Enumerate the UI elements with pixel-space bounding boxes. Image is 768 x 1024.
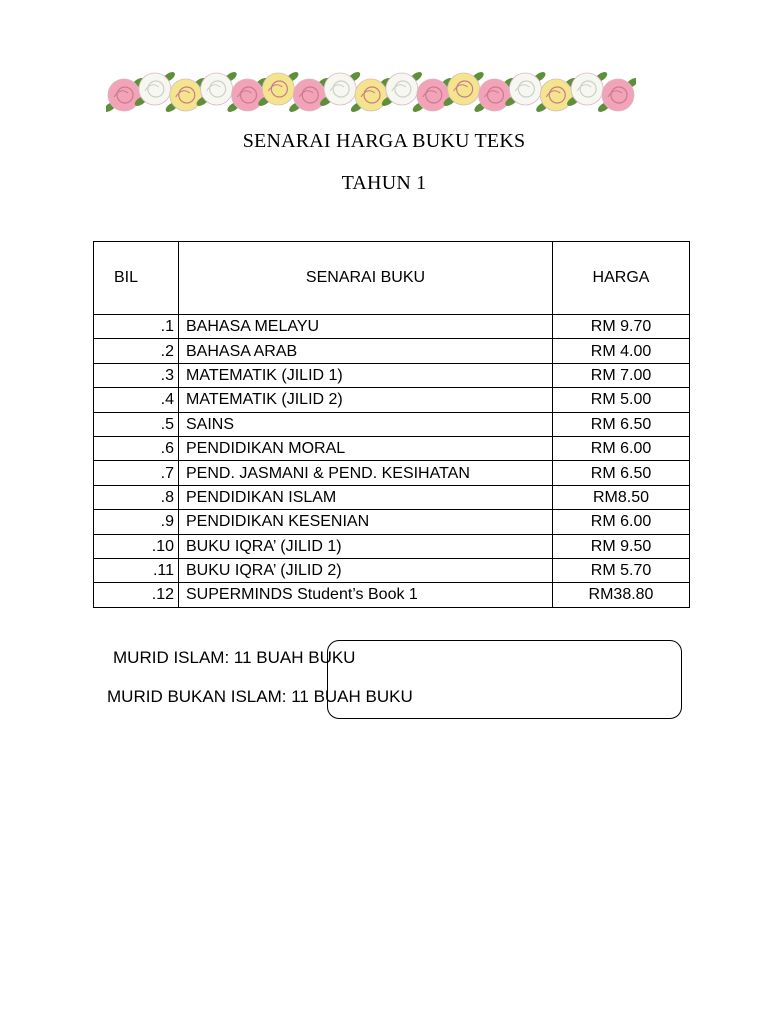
book-name: PENDIDIKAN ISLAM — [179, 485, 553, 509]
book-price-table — [93, 241, 690, 608]
table-row — [94, 315, 690, 339]
book-name: SAINS — [179, 412, 553, 436]
column-header-bil: BIL — [94, 242, 179, 315]
note-non-muslim-students: MURID BUKAN ISLAM: 11 BUAH BUKU — [107, 687, 413, 706]
page-title: SENARAI HARGA BUKU TEKS — [242, 130, 526, 152]
row-number: .12 — [94, 583, 179, 607]
book-name: MATEMATIK (JILID 1) — [179, 363, 553, 387]
book-price: RM 5.00 — [553, 388, 690, 412]
column-header-price: HARGA — [553, 242, 690, 315]
book-name: PEND. JASMANI & PEND. KESIHATAN — [179, 461, 553, 485]
flower-border-icon — [106, 66, 636, 116]
row-number: .10 — [94, 534, 179, 558]
book-name: BAHASA ARAB — [179, 339, 553, 363]
table-row — [94, 388, 690, 412]
book-name: MATEMATIK (JILID 2) — [179, 388, 553, 412]
row-number: .1 — [94, 315, 179, 339]
table-row — [94, 339, 690, 363]
book-price: RM38.80 — [553, 583, 690, 607]
table-row — [94, 534, 690, 558]
book-price: RM 7.00 — [553, 363, 690, 387]
row-number: .6 — [94, 436, 179, 460]
table-row — [94, 558, 690, 582]
highlight-box — [327, 640, 682, 719]
row-number: .2 — [94, 339, 179, 363]
book-name: BAHASA MELAYU — [179, 315, 553, 339]
book-price: RM 6.50 — [553, 412, 690, 436]
book-price: RM 6.00 — [553, 510, 690, 534]
table-row — [94, 583, 690, 607]
table-header-row — [94, 242, 690, 315]
page-subtitle: TAHUN 1 — [341, 172, 427, 194]
column-header-book-list: SENARAI BUKU — [179, 242, 553, 315]
book-name: PENDIDIKAN MORAL — [179, 436, 553, 460]
book-name: SUPERMINDS Student’s Book 1 — [179, 583, 553, 607]
table-row — [94, 510, 690, 534]
table-row — [94, 412, 690, 436]
book-price: RM 9.50 — [553, 534, 690, 558]
row-number: .7 — [94, 461, 179, 485]
book-price: RM 6.50 — [553, 461, 690, 485]
book-price: RM 6.00 — [553, 436, 690, 460]
book-price: RM 9.70 — [553, 315, 690, 339]
row-number: .3 — [94, 363, 179, 387]
book-price: RM 5.70 — [553, 558, 690, 582]
table-row — [94, 363, 690, 387]
row-number: .8 — [94, 485, 179, 509]
row-number: .5 — [94, 412, 179, 436]
row-number: .11 — [94, 558, 179, 582]
book-price: RM 4.00 — [553, 339, 690, 363]
row-number: .9 — [94, 510, 179, 534]
note-muslim-students: MURID ISLAM: 11 BUAH BUKU — [113, 648, 356, 667]
table-row — [94, 436, 690, 460]
book-price: RM8.50 — [553, 485, 690, 509]
book-name: BUKU IQRA’ (JILID 2) — [179, 558, 553, 582]
book-name: PENDIDIKAN KESENIAN — [179, 510, 553, 534]
row-number: .4 — [94, 388, 179, 412]
book-name: BUKU IQRA’ (JILID 1) — [179, 534, 553, 558]
table-row — [94, 461, 690, 485]
table-row — [94, 485, 690, 509]
